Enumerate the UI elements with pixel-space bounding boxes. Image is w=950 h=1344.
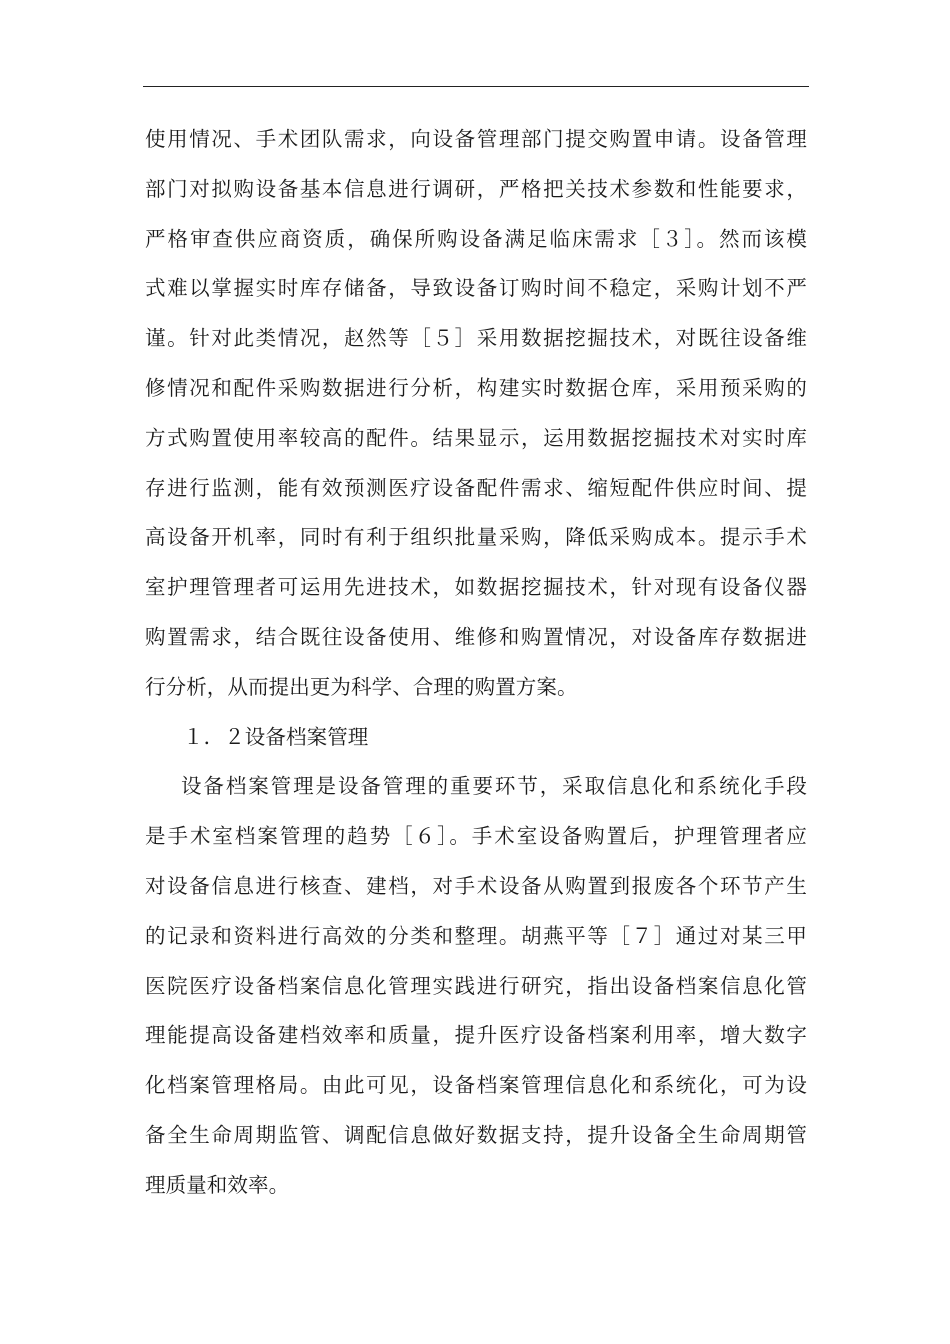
- paragraph-line: 医院医疗设备档案信息化管理实践进行研究，指出设备档案信息化管: [145, 973, 807, 998]
- paragraph-line: 谨。针对此类情况，赵然等［５］采用数据挖掘技术，对既往设备维: [145, 326, 807, 351]
- paragraph-line: 是手术室档案管理的趋势［６］。手术室设备购置后，护理管理者应: [145, 824, 807, 849]
- paragraph-line: 严格审查供应商资质，确保所购设备满足临床需求［３］。然而该模: [145, 226, 807, 251]
- paragraph-line: 方式购置使用率较高的配件。结果显示，运用数据挖掘技术对实时库: [145, 425, 807, 450]
- paragraph-2: [145, 762, 807, 1210]
- paragraph-line: 室护理管理者可运用先进技术，如数据挖掘技术，针对现有设备仪器: [145, 575, 807, 600]
- paragraph-line: 高设备开机率，同时有利于组织批量采购，降低采购成本。提示手术: [145, 525, 807, 550]
- paragraph-line: 备全生命周期监管、调配信息做好数据支持，提升设备全生命周期管: [145, 1122, 807, 1147]
- paragraph-line: 对设备信息进行核查、建档，对手术设备从购置到报废各个环节产生: [145, 873, 807, 898]
- header-rule: [143, 86, 809, 87]
- paragraph-line: 理质量和效率。: [145, 1172, 290, 1197]
- paragraph-line: 购置需求，结合既往设备使用、维修和购置情况，对设备库存数据进: [145, 624, 807, 649]
- paragraph-line: 修情况和配件采购数据进行分析，构建实时数据仓库，采用预采购的: [145, 375, 807, 400]
- paragraph-1: [145, 115, 807, 713]
- paragraph-line: 式难以掌握实时库存储备，导致设备订购时间不稳定，采购计划不严: [145, 276, 807, 301]
- paragraph-line: 使用情况、手术团队需求，向设备管理部门提交购置申请。设备管理: [145, 127, 807, 151]
- paragraph-line: 化档案管理格局。由此可见，设备档案管理信息化和系统化，可为设: [145, 1073, 807, 1098]
- paragraph-line: 理能提高设备建档效率和质量，提升医疗设备档案利用率，增大数字: [145, 1023, 807, 1048]
- paragraph-line: 存进行监测，能有效预测医疗设备配件需求、缩短配件供应时间、提: [145, 475, 807, 500]
- document-body: [145, 115, 807, 1211]
- section-heading: １．２设备档案管理: [183, 724, 369, 749]
- paragraph-line: 部门对拟购设备基本信息进行调研，严格把关技术参数和性能要求，: [145, 176, 807, 201]
- paragraph-line: 行分析，从而提出更为科学、合理的购置方案。: [145, 674, 578, 699]
- paragraph-line: 设备档案管理是设备管理的重要环节，采取信息化和系统化手段: [181, 774, 807, 799]
- paragraph-line: 的记录和资料进行高效的分类和整理。胡燕平等［７］通过对某三甲: [145, 923, 807, 948]
